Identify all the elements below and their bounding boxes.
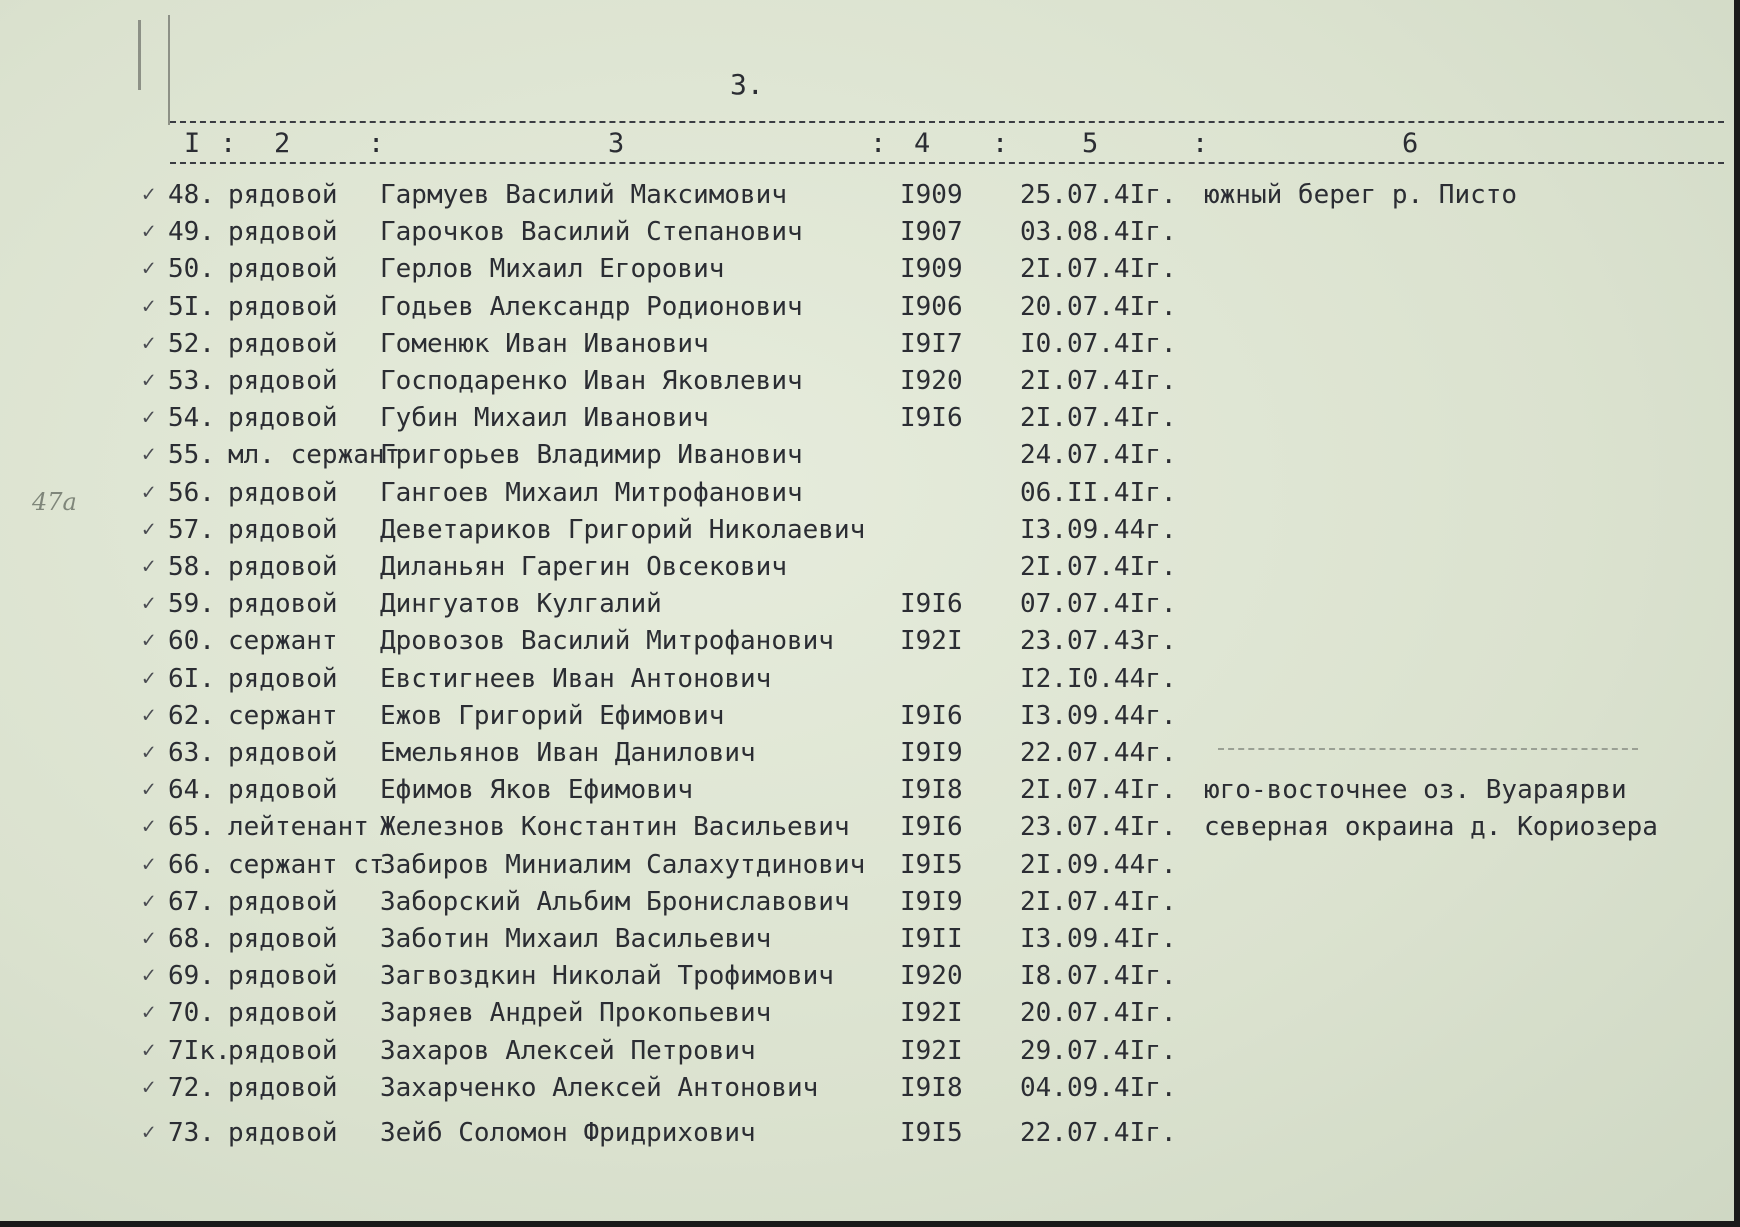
birth-year-cell: I909 bbox=[900, 254, 963, 284]
name-cell: Гангоев Михаил Митрофанович bbox=[380, 478, 803, 508]
check-mark: ✓ bbox=[142, 740, 156, 765]
row-number: 48. bbox=[168, 180, 215, 210]
row-number: 69. bbox=[168, 961, 215, 991]
row-number: 50. bbox=[168, 254, 215, 284]
date-cell: 2I.07.4Iг. bbox=[1020, 775, 1177, 805]
name-cell: Дингуатов Кулгалий bbox=[380, 589, 662, 619]
header-col-5: 5 bbox=[1082, 128, 1099, 159]
row-number: 64. bbox=[168, 775, 215, 805]
table-row bbox=[0, 1073, 1740, 1110]
rank-cell: рядовой bbox=[228, 924, 338, 954]
margin-mark bbox=[168, 15, 170, 125]
check-mark: ✓ bbox=[142, 852, 156, 877]
check-mark: ✓ bbox=[142, 1038, 156, 1063]
check-mark: ✓ bbox=[142, 368, 156, 393]
rank-cell: лейтенант bbox=[228, 812, 369, 842]
check-mark: ✓ bbox=[142, 294, 156, 319]
header-sep: : bbox=[870, 128, 887, 159]
birth-year-cell: I909 bbox=[900, 180, 963, 210]
rank-cell: рядовой bbox=[228, 515, 338, 545]
name-cell: Емельянов Иван Данилович bbox=[380, 738, 756, 768]
date-cell: 04.09.4Iг. bbox=[1020, 1073, 1177, 1103]
rank-cell: сержант ст bbox=[228, 850, 385, 880]
birth-year-cell: I907 bbox=[900, 217, 963, 247]
name-cell: Евстигнеев Иван Антонович bbox=[380, 664, 772, 694]
birth-year-cell: I9I6 bbox=[900, 812, 963, 842]
name-cell: Годьев Александр Родионович bbox=[380, 292, 803, 322]
date-cell: 2I.07.4Iг. bbox=[1020, 254, 1177, 284]
table-row bbox=[0, 887, 1740, 924]
name-cell: Железнов Константин Васильевич bbox=[380, 812, 850, 842]
row-number: 73. bbox=[168, 1118, 215, 1148]
rank-cell: рядовой bbox=[228, 998, 338, 1028]
date-cell: 20.07.4Iг. bbox=[1020, 292, 1177, 322]
rank-cell: сержант bbox=[228, 701, 338, 731]
check-mark: ✓ bbox=[142, 703, 156, 728]
rank-cell: рядовой bbox=[228, 1036, 338, 1066]
check-mark: ✓ bbox=[142, 1075, 156, 1100]
header-top-rule bbox=[170, 121, 1724, 123]
rank-cell: рядовой bbox=[228, 366, 338, 396]
row-number: 56. bbox=[168, 478, 215, 508]
table-row bbox=[0, 775, 1740, 812]
rank-cell: рядовой bbox=[228, 664, 338, 694]
margin-mark bbox=[138, 20, 141, 90]
row-number: 5I. bbox=[168, 292, 215, 322]
table-row bbox=[0, 254, 1740, 291]
name-cell: Гарочков Василий Степанович bbox=[380, 217, 803, 247]
date-cell: I3.09.4Iг. bbox=[1020, 924, 1177, 954]
name-cell: Григорьев Владимир Иванович bbox=[380, 440, 803, 470]
birth-year-cell: I9I6 bbox=[900, 701, 963, 731]
table-row bbox=[0, 701, 1740, 738]
table-row bbox=[0, 626, 1740, 663]
rank-cell: сержант bbox=[228, 626, 338, 656]
row-number: 62. bbox=[168, 701, 215, 731]
name-cell: Захаров Алексей Петрович bbox=[380, 1036, 756, 1066]
row-number: 49. bbox=[168, 217, 215, 247]
row-number: 54. bbox=[168, 403, 215, 433]
place-cell: юго-восточнее оз. Вуараярви bbox=[1204, 775, 1627, 805]
date-cell: I0.07.4Iг. bbox=[1020, 329, 1177, 359]
date-cell: 29.07.4Iг. bbox=[1020, 1036, 1177, 1066]
birth-year-cell: I9I5 bbox=[900, 1118, 963, 1148]
date-cell: 03.08.4Iг. bbox=[1020, 217, 1177, 247]
name-cell: Ефимов Яков Ефимович bbox=[380, 775, 694, 805]
table-row bbox=[0, 366, 1740, 403]
rank-cell: рядовой bbox=[228, 403, 338, 433]
page-number: 3. bbox=[730, 68, 764, 101]
date-cell: 07.07.4Iг. bbox=[1020, 589, 1177, 619]
row-number: 72. bbox=[168, 1073, 215, 1103]
header-col-6: 6 bbox=[1402, 128, 1419, 159]
row-number: 7Iк. bbox=[168, 1036, 231, 1066]
rank-cell: рядовой bbox=[228, 961, 338, 991]
table-row bbox=[0, 664, 1740, 701]
birth-year-cell: I9I6 bbox=[900, 403, 963, 433]
row-number: 63. bbox=[168, 738, 215, 768]
date-cell: 22.07.4Iг. bbox=[1020, 1118, 1177, 1148]
date-cell: 2I.07.4Iг. bbox=[1020, 403, 1177, 433]
check-mark: ✓ bbox=[142, 777, 156, 802]
row-number: 53. bbox=[168, 366, 215, 396]
table-row bbox=[0, 924, 1740, 961]
row-number: 55. bbox=[168, 440, 215, 470]
rank-cell: рядовой bbox=[228, 217, 338, 247]
row-number: 57. bbox=[168, 515, 215, 545]
name-cell: Господаренко Иван Яковлевич bbox=[380, 366, 803, 396]
row-number: 52. bbox=[168, 329, 215, 359]
table-row bbox=[0, 403, 1740, 440]
birth-year-cell: I92I bbox=[900, 998, 963, 1028]
row-number: 58. bbox=[168, 552, 215, 582]
name-cell: Захарченко Алексей Антонович bbox=[380, 1073, 819, 1103]
table-row bbox=[0, 998, 1740, 1035]
row-number: 70. bbox=[168, 998, 215, 1028]
rank-cell: рядовой bbox=[228, 552, 338, 582]
date-cell: I3.09.44г. bbox=[1020, 701, 1177, 731]
check-mark: ✓ bbox=[142, 1000, 156, 1025]
table-row bbox=[0, 961, 1740, 998]
table-row bbox=[0, 440, 1740, 477]
birth-year-cell: I9I6 bbox=[900, 589, 963, 619]
header-sep: : bbox=[1192, 128, 1209, 159]
table-row bbox=[0, 217, 1740, 254]
row-number: 6I. bbox=[168, 664, 215, 694]
check-mark: ✓ bbox=[142, 1120, 156, 1145]
rank-cell: рядовой bbox=[228, 329, 338, 359]
date-cell: I2.I0.44г. bbox=[1020, 664, 1177, 694]
date-cell: 25.07.4Iг. bbox=[1020, 180, 1177, 210]
rank-cell: рядовой bbox=[228, 292, 338, 322]
check-mark: ✓ bbox=[142, 182, 156, 207]
birth-year-cell: I9I7 bbox=[900, 329, 963, 359]
name-cell: Гоменюк Иван Иванович bbox=[380, 329, 709, 359]
rank-cell: рядовой bbox=[228, 589, 338, 619]
table-row bbox=[0, 589, 1740, 626]
check-mark: ✓ bbox=[142, 628, 156, 653]
header-col-2: 2 bbox=[274, 128, 291, 159]
date-cell: I8.07.4Iг. bbox=[1020, 961, 1177, 991]
birth-year-cell: I9II bbox=[900, 924, 963, 954]
table-row bbox=[0, 1036, 1740, 1073]
birth-year-cell: I906 bbox=[900, 292, 963, 322]
row-number: 60. bbox=[168, 626, 215, 656]
date-cell: 2I.07.4Iг. bbox=[1020, 887, 1177, 917]
table-row bbox=[0, 1118, 1740, 1155]
place-cell: северная окраина д. Кориозера bbox=[1204, 812, 1658, 842]
date-cell: I3.09.44г. bbox=[1020, 515, 1177, 545]
header-col-1: I bbox=[184, 128, 201, 159]
date-cell: 2I.07.4Iг. bbox=[1020, 552, 1177, 582]
rank-cell: рядовой bbox=[228, 775, 338, 805]
table-row bbox=[0, 552, 1740, 589]
check-mark: ✓ bbox=[142, 926, 156, 951]
rank-cell: рядовой bbox=[228, 1118, 338, 1148]
check-mark: ✓ bbox=[142, 480, 156, 505]
birth-year-cell: I92I bbox=[900, 626, 963, 656]
row-number: 68. bbox=[168, 924, 215, 954]
check-mark: ✓ bbox=[142, 963, 156, 988]
name-cell: Диланьян Гарегин Овсекович bbox=[380, 552, 787, 582]
row-number: 67. bbox=[168, 887, 215, 917]
birth-year-cell: I920 bbox=[900, 961, 963, 991]
rank-cell: рядовой bbox=[228, 478, 338, 508]
rank-cell: рядовой bbox=[228, 1073, 338, 1103]
table-row bbox=[0, 478, 1740, 515]
name-cell: Губин Михаил Иванович bbox=[380, 403, 709, 433]
header-sep: : bbox=[368, 128, 385, 159]
table-row bbox=[0, 812, 1740, 849]
check-mark: ✓ bbox=[142, 331, 156, 356]
table-row bbox=[0, 329, 1740, 366]
table-row bbox=[0, 180, 1740, 217]
date-cell: 23.07.43г. bbox=[1020, 626, 1177, 656]
name-cell: Зейб Соломон Фридрихович bbox=[380, 1118, 756, 1148]
check-mark: ✓ bbox=[142, 517, 156, 542]
table-row bbox=[0, 515, 1740, 552]
check-mark: ✓ bbox=[142, 554, 156, 579]
birth-year-cell: I9I9 bbox=[900, 738, 963, 768]
birth-year-cell: I9I8 bbox=[900, 775, 963, 805]
name-cell: Заряев Андрей Прокопьевич bbox=[380, 998, 772, 1028]
header-bottom-rule bbox=[170, 162, 1724, 164]
rank-cell: рядовой bbox=[228, 254, 338, 284]
date-cell: 24.07.4Iг. bbox=[1020, 440, 1177, 470]
date-cell: 23.07.4Iг. bbox=[1020, 812, 1177, 842]
name-cell: Заботин Михаил Васильевич bbox=[380, 924, 772, 954]
header-col-4: 4 bbox=[914, 128, 931, 159]
check-mark: ✓ bbox=[142, 591, 156, 616]
name-cell: Ежов Григорий Ефимович bbox=[380, 701, 725, 731]
name-cell: Загвоздкин Николай Трофимович bbox=[380, 961, 834, 991]
rank-cell: рядовой bbox=[228, 738, 338, 768]
birth-year-cell: I9I8 bbox=[900, 1073, 963, 1103]
check-mark: ✓ bbox=[142, 889, 156, 914]
name-cell: Гармуев Василий Максимович bbox=[380, 180, 787, 210]
name-cell: Герлов Михаил Егорович bbox=[380, 254, 725, 284]
table-row bbox=[0, 292, 1740, 329]
row-number: 65. bbox=[168, 812, 215, 842]
name-cell: Дровозов Василий Митрофанович bbox=[380, 626, 834, 656]
rank-cell: рядовой bbox=[228, 180, 338, 210]
check-mark: ✓ bbox=[142, 256, 156, 281]
header-col-3: 3 bbox=[608, 128, 625, 159]
row-number: 66. bbox=[168, 850, 215, 880]
handwritten-margin-note: 47а bbox=[32, 488, 77, 516]
date-cell: 20.07.4Iг. bbox=[1020, 998, 1177, 1028]
rank-cell: рядовой bbox=[228, 887, 338, 917]
birth-year-cell: I9I5 bbox=[900, 850, 963, 880]
date-cell: 2I.07.4Iг. bbox=[1020, 366, 1177, 396]
date-cell: 22.07.44г. bbox=[1020, 738, 1177, 768]
check-mark: ✓ bbox=[142, 814, 156, 839]
check-mark: ✓ bbox=[142, 442, 156, 467]
row-number: 59. bbox=[168, 589, 215, 619]
table-row bbox=[0, 850, 1740, 887]
name-cell: Забиров Миниалим Салахутдинович bbox=[380, 850, 866, 880]
name-cell: Заборский Альбим Брониславович bbox=[380, 887, 850, 917]
check-mark: ✓ bbox=[142, 666, 156, 691]
name-cell: Деветариков Григорий Николаевич bbox=[380, 515, 866, 545]
header-sep: : bbox=[992, 128, 1009, 159]
rank-cell: мл. сержант bbox=[228, 440, 401, 470]
check-mark: ✓ bbox=[142, 405, 156, 430]
birth-year-cell: I920 bbox=[900, 366, 963, 396]
birth-year-cell: I9I9 bbox=[900, 887, 963, 917]
header-sep: : bbox=[220, 128, 237, 159]
table-row bbox=[0, 738, 1740, 775]
date-cell: 06.II.4Iг. bbox=[1020, 478, 1177, 508]
birth-year-cell: I92I bbox=[900, 1036, 963, 1066]
check-mark: ✓ bbox=[142, 219, 156, 244]
place-cell: южный берег р. Писто bbox=[1204, 180, 1518, 210]
date-cell: 2I.09.44г. bbox=[1020, 850, 1177, 880]
